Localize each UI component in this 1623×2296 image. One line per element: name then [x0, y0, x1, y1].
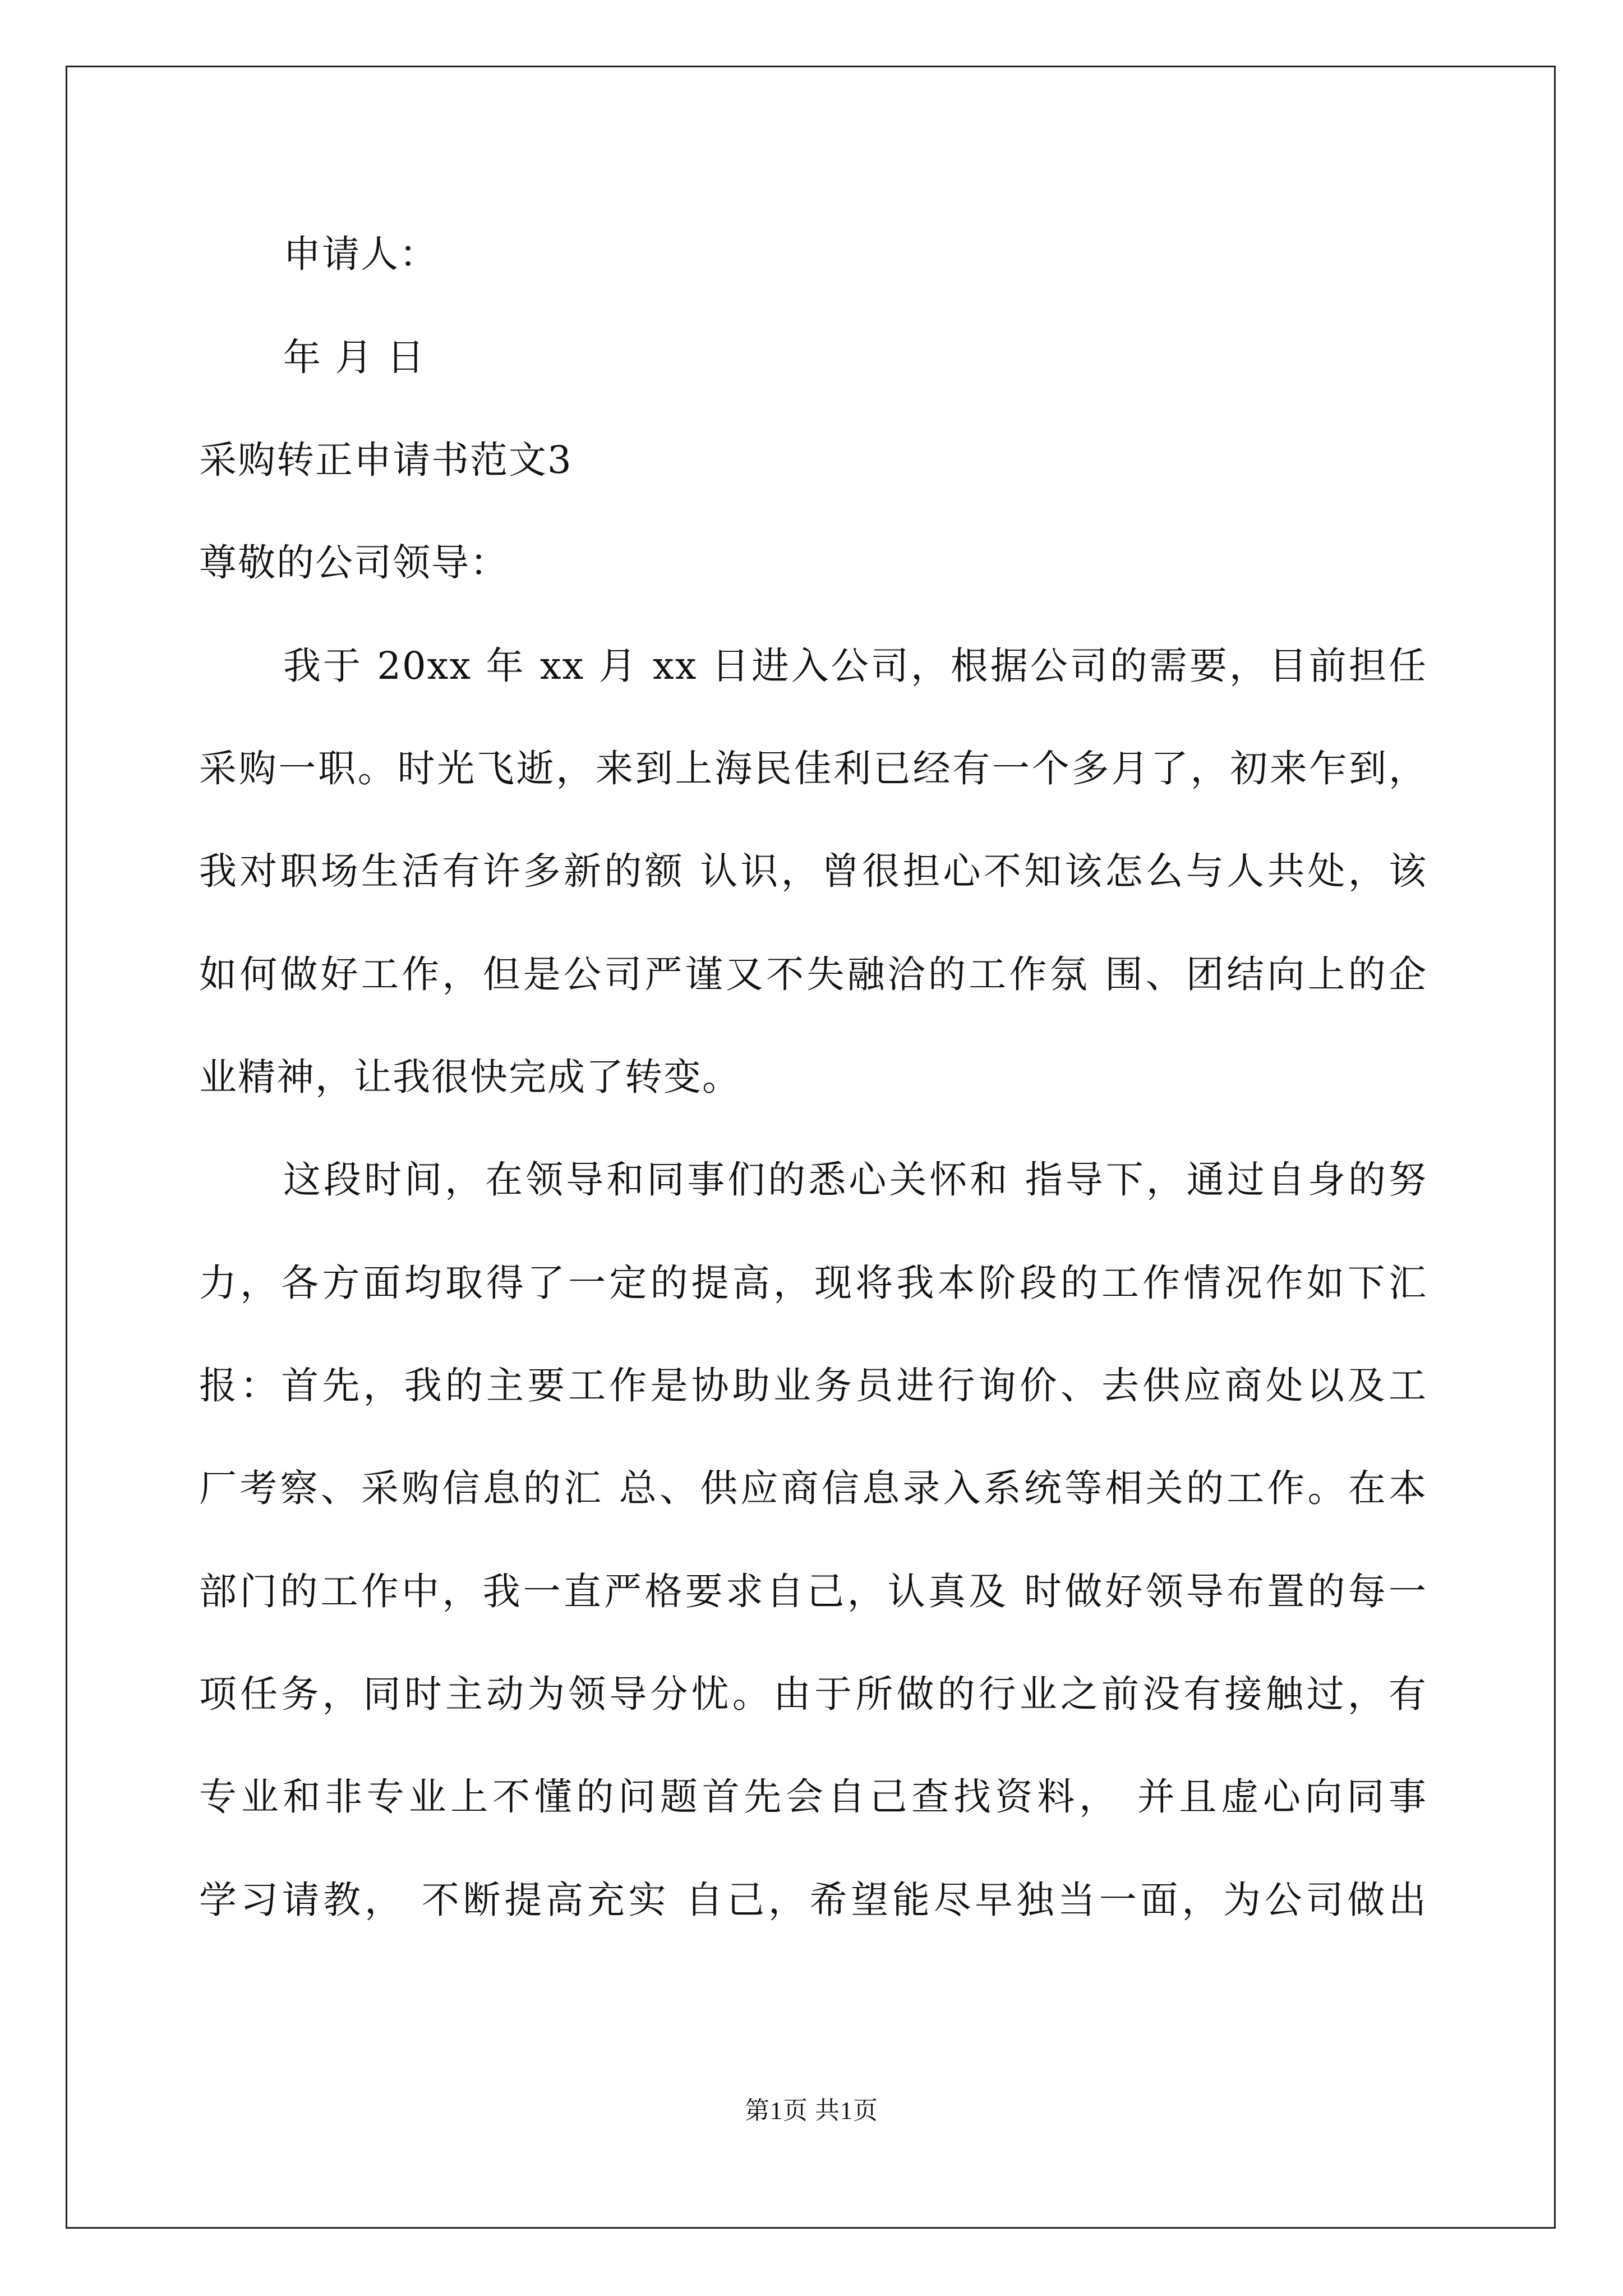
body-line: 厂考察、采购信息的汇 总、供应商信息录入系统等相关的工作。在本: [199, 1466, 1427, 1510]
body-line: 报：首先，我的主要工作是协助业务员进行询价、去供应商处以及工: [199, 1364, 1427, 1407]
body-line: 项任务，同时主动为领导分忧。由于所做的行业之前没有接触过，有: [199, 1672, 1427, 1716]
salutation: 尊敬的公司领导：: [199, 541, 509, 585]
body-line: 如何做好工作，但是公司严谨又不失融洽的工作氛 围、团结向上的企: [199, 953, 1427, 996]
body-line: 业精神，让我很快完成了转变。: [199, 1055, 741, 1099]
body-line: 专业和非专业上不懂的问题首先会自己查找资料， 并且虚心向同事: [199, 1775, 1427, 1819]
body-line: 我于 20xx 年 xx 月 xx 日进入公司，根据公司的需要，目前担任: [283, 644, 1427, 688]
body-line: 这段时间，在领导和同事们的悉心关怀和 指导下，通过自身的努: [283, 1158, 1427, 1202]
body-line: 力，各方面均取得了一定的提高，现将我本阶段的工作情况作如下汇: [199, 1261, 1427, 1305]
body-line: 采购一职。时光飞逝，来到上海民佳利已经有一个多月了，初来乍到，: [199, 747, 1427, 790]
page-number-footer: 第1页 共1页: [745, 2097, 878, 2124]
body-line: 我对职场生活有许多新的额 认识，曾很担心不知该怎么与人共处，该: [199, 849, 1427, 893]
body-line: 学习请教， 不断提高充实 自己，希望能尽早独当一面，为公司做出: [199, 1878, 1427, 1922]
body-line: 部门的工作中，我一直严格要求自己，认真及 时做好领导布置的每一: [199, 1570, 1427, 1613]
applicant-label: 申请人：: [283, 232, 438, 276]
date-placeholder: 年 月 日: [283, 335, 426, 379]
section-title: 采购转正申请书范文3: [199, 438, 573, 482]
